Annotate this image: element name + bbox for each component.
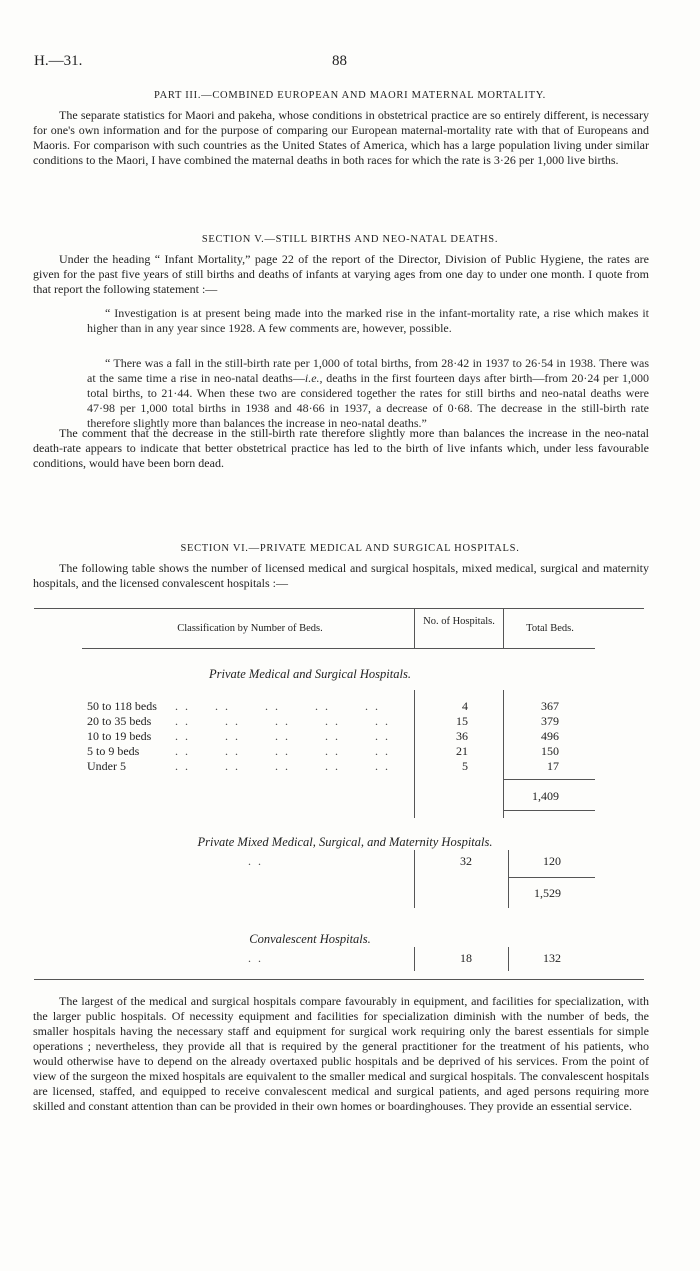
column-header-hospitals: No. of Hospitals.: [423, 616, 495, 627]
section6-closing: The largest of the medical and surgical hospitals compare favourably in equipment, and facilities for specialization, with the larger public hospitals. Of necessity equipment and facilities for specialization diminish with the number of beds, the smaller hospitals having the necessary staff and equipment for surgical work requiring only the barest essentials for simple operations ; nevertheless, they provide all that is required by the general practitioner for the treatment of his patients, who would otherwise have to depend on the already overtaxed public hospitals and be deprived of his services. From the point of view of the surgeon the mixed hospitals are equivalent to the smaller medical and surgical hospitals. The convalescent hospitals are licensed, staffed, and equipped to receive convalescent medical and surgical patients, and aged persons requiring more skilled and constant attention than can be provided in their own homes or boardinghouses. They provide an essential service.: [33, 994, 649, 1113]
document-reference: H.—31.: [34, 53, 83, 69]
row-hospitals: 15: [456, 714, 468, 728]
row-beds: 379: [541, 714, 559, 728]
leader-dots: . . . . . . . . . .: [175, 759, 390, 773]
group-1-divider-1: [414, 690, 415, 818]
part3-heading: PART III.—COMBINED EUROPEAN AND MAORI MATERNAL MORTALITY.: [154, 90, 546, 101]
group-2-hospitals: 32: [460, 854, 472, 868]
section5-intro: Under the heading “ Infant Mortality,” page 22 of the report of the Director, Division of Public Hygiene, the rates are given for the past five years of still births and deaths of infants at varying ages from one day to under one month. I quote from that report the following statement :—: [33, 252, 649, 296]
header-divider-2: [503, 609, 504, 649]
table-bottom-rule: [34, 979, 644, 980]
quote-2-part-b: deaths in the first fourteen days after birth—from 20·24 per 1,000 total births, to 21·44. When these two are considered together the rates for still births and neo-natal deaths were 47·98 per 1,000 total births in 1938 and 48·66 in 1937, a decrease of 0·68. The decrease in the still-birth rate therefore slightly more than balances the increase in neo-natal deaths.”: [87, 371, 650, 430]
group-1-title: Private Medical and Surgical Hospitals.: [209, 667, 411, 681]
row-label: 5 to 9 beds: [87, 744, 140, 758]
group-3-hospitals: 18: [460, 951, 472, 965]
group-2-beds: 120: [543, 854, 561, 868]
section5-heading: SECTION V.—STILL BIRTHS AND NEO-NATAL DEATHS.: [201, 234, 499, 245]
group-3-title: Convalescent Hospitals.: [249, 932, 371, 946]
section6-heading: SECTION VI.—PRIVATE MEDICAL AND SURGICAL HOSPITALS.: [180, 543, 520, 554]
section5-comment: The comment that the decrease in the still-birth rate therefore slightly more than balances the increase in the neo-natal death-rate appears to indicate that better obstetrical practice has led to the birth of live infants which, under less favourable conditions, would have been born dead.: [33, 426, 649, 470]
quote-2-part-a: “ There was a fall in the still-birth rate per 1,000 of total births, from 28·42 in 1937 to 26·54 in 1938. There was at the same time a rise in neo-natal deaths—: [87, 356, 649, 385]
column-header-classification: Classification by Number of Beds.: [177, 623, 323, 634]
subtotal-rule-1b: [503, 810, 595, 811]
quote-2-ie: i.e.,: [304, 371, 323, 385]
subtotal-rule-1: [503, 779, 595, 780]
group-3-divider-1: [414, 947, 415, 971]
leader-dots: . . . . . . . . . .: [175, 729, 390, 743]
row-hospitals: 5: [462, 759, 468, 773]
group-3-beds: 132: [543, 951, 561, 965]
header-divider-1: [414, 609, 415, 649]
row-label: Under 5: [87, 759, 126, 773]
subtotal-rule-2: [508, 877, 595, 878]
column-header-beds: Total Beds.: [526, 623, 574, 634]
row-label: 20 to 35 beds: [87, 714, 152, 728]
row-hospitals: 4: [462, 699, 468, 713]
leader-dots: . . . . . . . . . .: [175, 714, 390, 728]
group-1-divider-2: [503, 690, 504, 818]
leader-dots: . .: [248, 854, 263, 868]
group-2-title: Private Mixed Medical, Surgical, and Maternity Hospitals.: [197, 835, 493, 849]
group-2-total-beds: 1,529: [534, 886, 561, 900]
leader-dots: . . . . . . . . . .: [175, 699, 380, 713]
row-hospitals: 21: [456, 744, 468, 758]
section5-quote-2: [87, 356, 649, 431]
leader-dots: . .: [248, 951, 263, 965]
part3-paragraph: The separate statistics for Maori and pakeha, whose conditions in obstetrical practice are so entirely different, is necessary for one's own information and for the purpose of comparing our European maternal-mortality rate with that of Europeans and Maoris. For comparison with such countries as the United States of America, which has a large population living under similar conditions to the Maori, I have combined the maternal deaths in both races for which the rate is 3·26 per 1,000 live births.: [33, 108, 649, 167]
row-label: 10 to 19 beds: [87, 729, 152, 743]
row-beds: 150: [541, 744, 559, 758]
row-label: 50 to 118 beds: [87, 699, 157, 713]
row-beds: 17: [547, 759, 559, 773]
group-2-divider-1: [414, 850, 415, 908]
page-number: 88: [332, 53, 347, 69]
row-hospitals: 36: [456, 729, 468, 743]
section5-quote-1: “ Investigation is at present being made into the marked rise in the infant-mortality rate, a rise which makes it higher than in any year since 1928. A few comments are, however, possible.: [87, 306, 649, 335]
row-beds: 367: [541, 699, 559, 713]
leader-dots: . . . . . . . . . .: [175, 744, 390, 758]
section6-intro: The following table shows the number of licensed medical and surgical hospitals, mixed medical, surgical and maternity hospitals, and the licensed convalescent hospitals :—: [33, 561, 649, 590]
row-beds: 496: [541, 729, 559, 743]
table-top-rule: [34, 608, 644, 609]
group-1-total-beds: 1,409: [532, 789, 559, 803]
header-bottom-rule: [82, 648, 595, 649]
